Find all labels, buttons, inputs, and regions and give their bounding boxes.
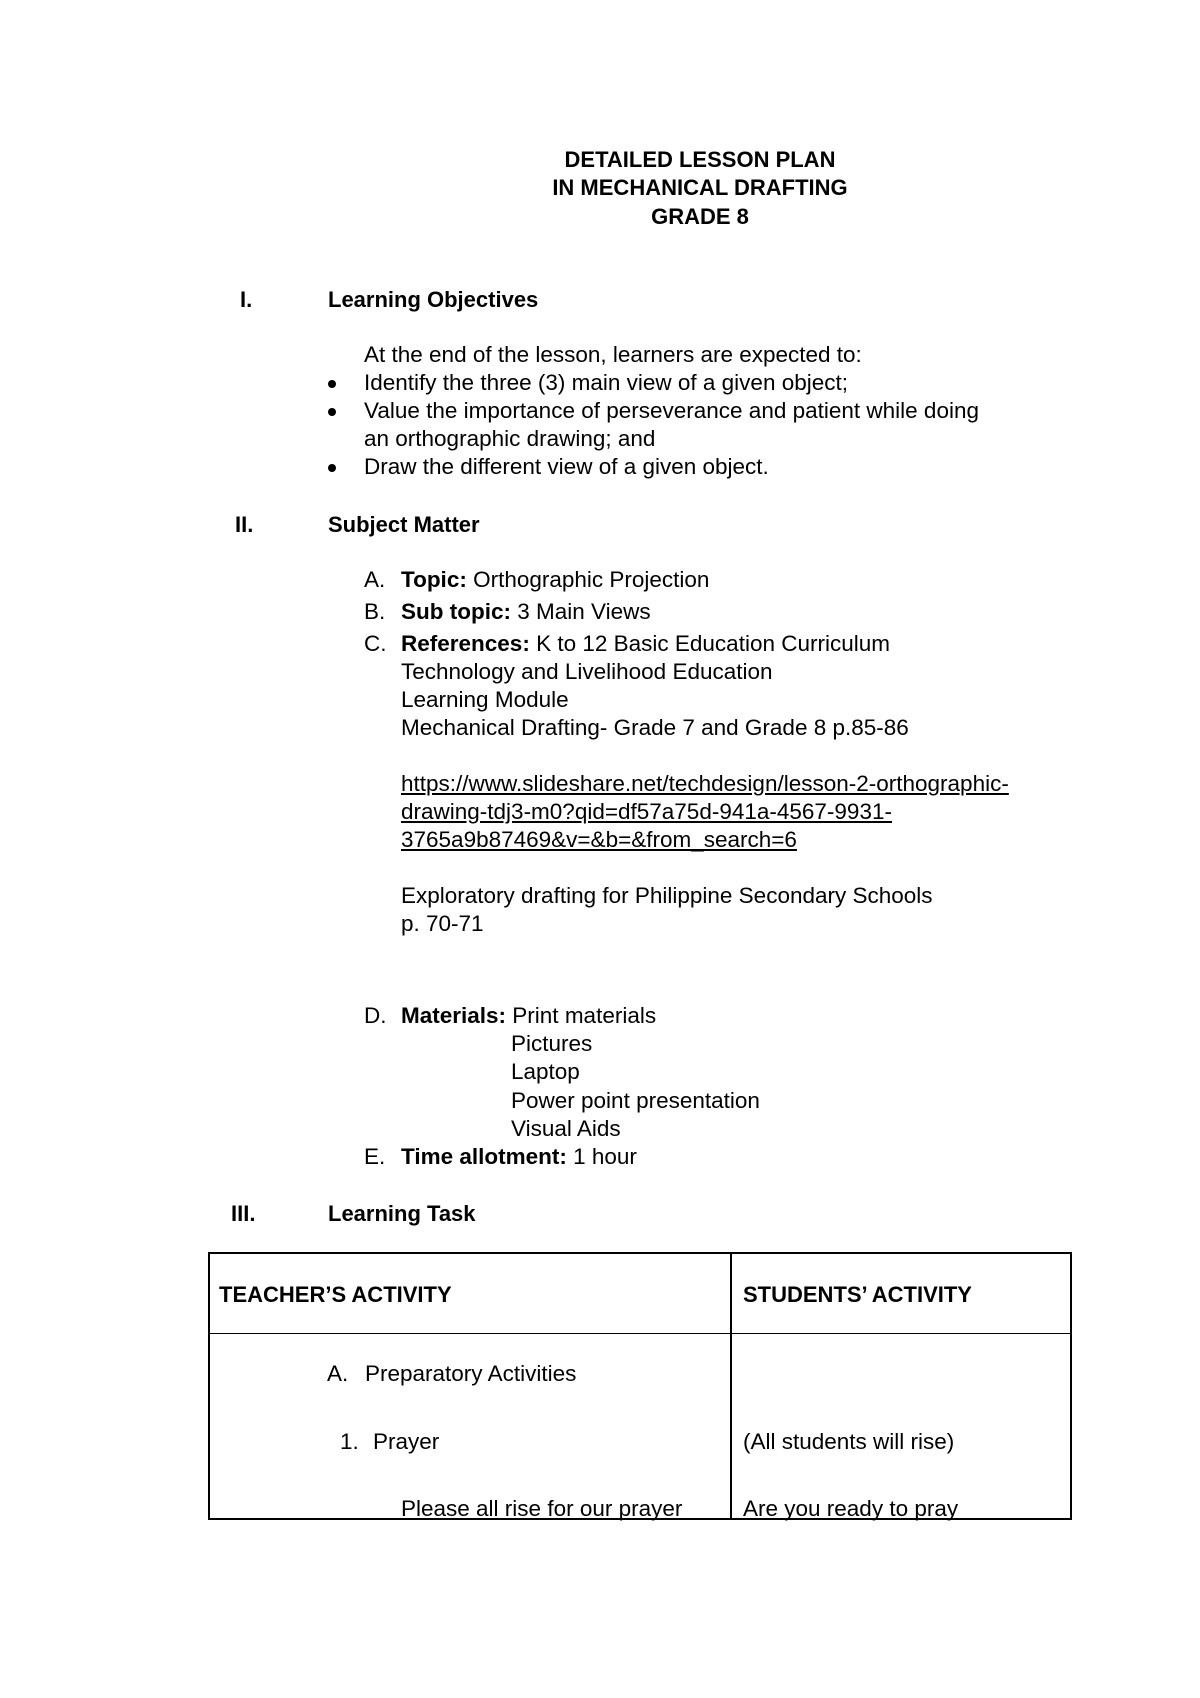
time-allotment — [401, 1144, 637, 1170]
reference-line: Technology and Livelihood Education — [401, 659, 773, 684]
teacher-activity-header: TEACHER’S ACTIVITY — [219, 1282, 452, 1307]
table-column-divider — [730, 1252, 732, 1520]
section-2-numeral: II. — [235, 512, 254, 537]
bullet-icon — [328, 408, 336, 416]
reference-url-line-2[interactable]: drawing-tdj3-m0?qid=df57a75d-941a-4567-9931- — [401, 799, 892, 824]
prayer-num: 1. — [340, 1429, 359, 1454]
material-item: Laptop — [511, 1059, 580, 1084]
section-1-numeral: I. — [240, 287, 253, 312]
student-response-2: Are you ready to pray — [743, 1496, 959, 1521]
reference-line: Mechanical Drafting- Grade 7 and Grade 8 p.85-86 — [401, 715, 909, 740]
title-line-2: IN MECHANICAL DRAFTING — [552, 175, 848, 200]
prep-label: Preparatory Activities — [365, 1361, 577, 1386]
section-3-numeral: III. — [231, 1201, 256, 1226]
references-letter: C. — [364, 631, 387, 656]
subtopic — [401, 599, 651, 625]
learning-task-table — [208, 1252, 1072, 1520]
section-2-heading: Subject Matter — [328, 512, 480, 537]
student-response-1: (All students will rise) — [743, 1429, 955, 1454]
references-value: K to 12 Basic Education Curriculum — [529, 631, 890, 656]
students-activity-header: STUDENTS’ ACTIVITY — [743, 1282, 972, 1307]
subtopic-letter: B. — [364, 599, 386, 624]
bullet-icon — [328, 380, 336, 388]
reference-url-line-3[interactable]: 3765a9b87469&v=&b=&from_search=6 — [401, 827, 797, 852]
subtopic-value: 3 Main Views — [510, 599, 651, 624]
reference-url-line-1[interactable]: https://www.slideshare.net/techdesign/lesson-2-orthographic- — [401, 771, 1009, 796]
time-label: Time allotment: — [401, 1144, 567, 1169]
references — [401, 631, 890, 657]
reference-book: Exploratory drafting for Philippine Secondary Schools — [401, 883, 933, 908]
objectives-intro: At the end of the lesson, learners are expected to: — [364, 342, 862, 367]
references-label: References: — [401, 631, 530, 656]
bullet-icon — [328, 464, 336, 472]
objective-1: Identify the three (3) main view of a given object; — [364, 370, 849, 395]
material-item: Pictures — [511, 1031, 593, 1056]
title-line-3: GRADE 8 — [651, 204, 749, 229]
reference-book-pages: p. 70-71 — [401, 911, 484, 936]
prayer-label: Prayer — [373, 1429, 440, 1454]
objective-2-continued: an orthographic drawing; and — [364, 426, 656, 451]
topic-letter: A. — [364, 567, 386, 592]
title-line-1: DETAILED LESSON PLAN — [564, 147, 836, 172]
topic — [401, 567, 709, 593]
prep-letter: A. — [327, 1361, 349, 1386]
table-border-left — [208, 1252, 210, 1520]
time-value: 1 hour — [566, 1144, 637, 1169]
topic-value: Orthographic Projection — [466, 567, 710, 592]
section-1-heading: Learning Objectives — [328, 287, 539, 312]
time-letter: E. — [364, 1144, 386, 1169]
topic-label: Topic: — [401, 567, 467, 592]
material-item: Visual Aids — [511, 1116, 621, 1141]
objective-3: Draw the different view of a given object. — [364, 454, 769, 479]
section-3-heading: Learning Task — [328, 1201, 476, 1226]
table-border-top — [208, 1252, 1072, 1254]
reference-line: Learning Module — [401, 687, 569, 712]
materials-letter: D. — [364, 1003, 387, 1028]
subtopic-label: Sub topic: — [401, 599, 511, 624]
table-header-divider — [208, 1333, 1072, 1334]
materials-label: Materials: — [401, 1003, 507, 1028]
material-item: Power point presentation — [511, 1088, 760, 1113]
teacher-line: Please all rise for our prayer — [401, 1496, 683, 1521]
objective-2: Value the importance of perseverance and patient while doing — [364, 398, 979, 423]
materials — [401, 1003, 656, 1029]
materials-value: Print materials — [506, 1003, 657, 1028]
table-border-right — [1070, 1252, 1072, 1520]
